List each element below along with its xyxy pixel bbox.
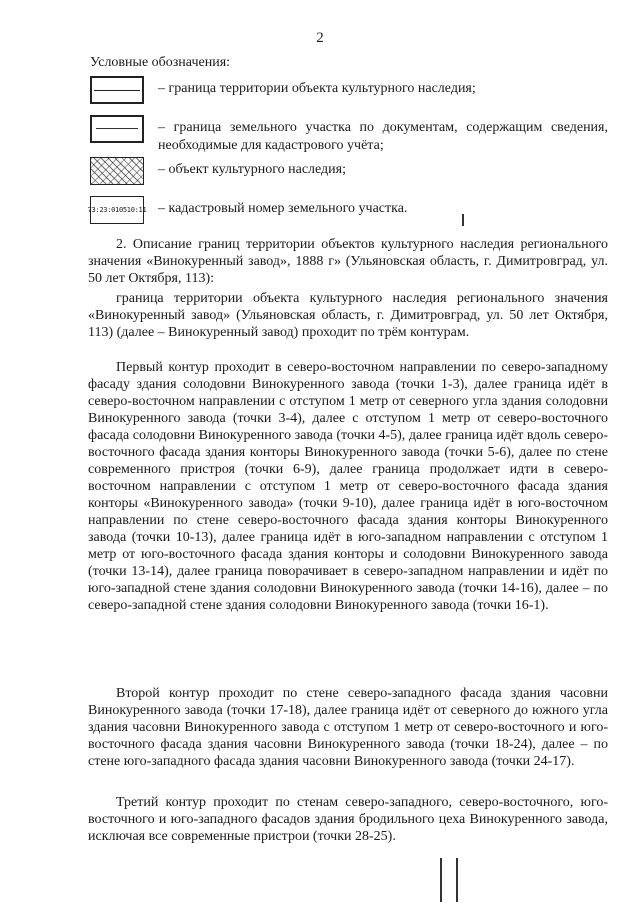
- legend-text: – граница территории объекта культурного наследия;: [158, 81, 476, 96]
- cadastral-number-symbol: 73:23:010510:11: [90, 196, 144, 224]
- legend-item-territory: [90, 76, 568, 104]
- land-parcel-boundary-symbol: [90, 115, 144, 143]
- legend-title: Условные обозначения:: [90, 55, 231, 70]
- territory-boundary-symbol: [90, 76, 144, 104]
- contour-1-paragraph: Первый контур проходит в северо-восточном направлении по северо-западному фасаду здания солодовни Винокуренного завода (точки 1-3), далее граница идёт в северо-восточном направлении с отступом 1 метр от северного угла здания солодовни Винокуренного завода (точки 3-4), далее с отступом 1 метр от северо-восточного фасада солодовни Винокуренного завода (точки 4-5), далее граница идёт вдоль северо-восточного фасада здания конторы Винокуренного завода (точки 5-6), далее по стене современного пристроя (точки 6-9), далее граница продолжает идти в северо-восточном направлении с отступом 1 метр от северо-восточного фасада здания конторы «Винокуренного завода» (точки 9-10), далее граница идёт в юго-восточном направлении по стене северо-восточного фасада здания конторы Винокуренного завода (точки 10-13), далее граница идёт в юго-западном направлении с отступом 1 метр от юго-восточного фасада здания конторы и солодовни Винокуренного завода (точки 13-14), далее граница поворачивает в северо-западном направлении и идёт по юго-западной стене здания солодовни Винокуренного завода (точки 14-16), далее – по северо-западной стене здания солодовни Винокуренного завода (точки 16-1).: [88, 360, 608, 613]
- heritage-object-hatch-symbol: [90, 157, 144, 185]
- legend-text: – кадастровый номер земельного участка.: [158, 201, 408, 216]
- page-number: 2: [316, 30, 324, 46]
- scan-mark: [456, 858, 458, 902]
- contour-3-paragraph: Третий контур проходит по стенам северо-западного, северо-восточного, юго-восточного и юго-западного фасадов здания бродильного цеха Винокуренного завода, исключая все современные пристрои (точки 28-25).: [88, 795, 608, 844]
- legend-item-cadastral: [87, 196, 568, 224]
- legend-item-heritage-object: [90, 157, 568, 185]
- scan-mark: [462, 214, 464, 226]
- legend-text: – граница земельного участка по документам, содержащим сведения, необходимые для кадастрового учёта;: [158, 120, 608, 153]
- section-heading: 2. Описание границ территории объектов культурного наследия регионального значения «Винокуренный завод», 1888 г» (Ульяновская область, г. Димитровград, ул. 50 лет Октября, 113):: [88, 237, 608, 286]
- contour-2-paragraph: Второй контур проходит по стене северо-западного фасада здания часовни Винокуренного завода (точки 17-18), далее граница идёт от северного до южного угла здания часовни Винокуренного завода с отступом 1 метр от северо-восточного и юго-восточного фасада здания часовни Винокуренного завода (точки 18-24), далее – по стене юго-западного фасада здания часовни Винокуренного завода (точки 24-17).: [88, 686, 608, 769]
- legend-item-parcel: [90, 115, 608, 155]
- intro-paragraph: граница территории объекта культурного наследия регионального значения «Винокуренный завод» (Ульяновская область, г. Димитровград, ул. 50 лет Октября, 113) (далее – Винокуренный завод) проходит по трём контурам.: [88, 291, 608, 340]
- scan-mark: [440, 858, 442, 902]
- legend-text: – объект культурного наследия;: [158, 162, 346, 177]
